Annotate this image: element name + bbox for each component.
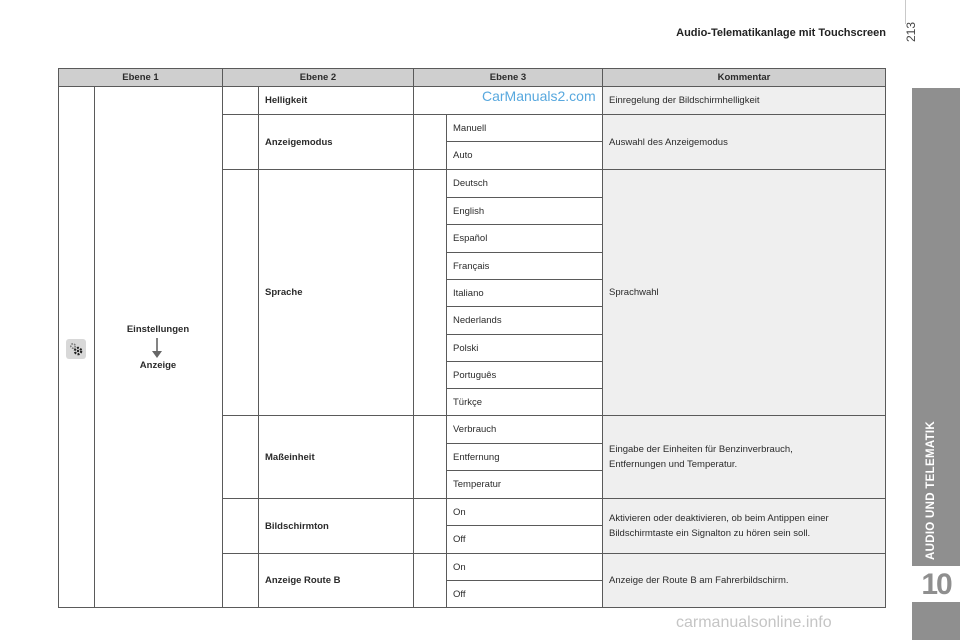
level2-route-b: Anzeige Route B: [259, 554, 414, 607]
comment-helligkeit: Einregelung der Bildschirmhelligkeit: [603, 87, 885, 115]
settings-gear-icon: [66, 339, 86, 359]
level2-indent: [223, 416, 259, 499]
option-auto: Auto: [447, 142, 603, 170]
option-language: Español: [447, 225, 603, 253]
option-language: Português: [447, 362, 603, 389]
option-language: Nederlands: [447, 307, 603, 335]
option-verbrauch: Verbrauch: [447, 416, 603, 444]
column-header-ebene2: Ebene 2: [223, 69, 414, 87]
level2-bildschirmton: Bildschirmton: [259, 499, 414, 554]
level2-indent: [223, 87, 259, 115]
settings-table: [58, 68, 886, 608]
comment-sprache: Sprachwahl: [603, 170, 885, 416]
page-header-title: Audio-Telematikanlage mit Touchscreen: [676, 27, 886, 39]
level2-sprache: Sprache: [259, 170, 414, 416]
column-header-ebene1: Ebene 1: [59, 69, 223, 87]
option-off: Off: [447, 581, 603, 607]
option-on: On: [447, 499, 603, 526]
option-off: Off: [447, 526, 603, 554]
comment-route-b: Anzeige der Route B am Fahrerbildschirm.: [603, 554, 885, 607]
level3-indent: [414, 416, 447, 499]
comment-bildschirmton: [603, 499, 885, 554]
watermark-carmanuals2: CarManuals2.com: [482, 88, 596, 104]
column-header-ebene3: Ebene 3: [414, 69, 603, 87]
level2-masseinheit: Maßeinheit: [259, 416, 414, 499]
option-manuell: Manuell: [447, 115, 603, 142]
option-language: English: [447, 198, 603, 225]
chapter-title: AUDIO UND TELEMATIK: [925, 420, 937, 560]
option-temperatur: Temperatur: [447, 471, 603, 499]
comment-line: Aktivieren oder deaktivieren, ob beim Antippen einer: [609, 513, 829, 524]
level1-anzeige: Anzeige: [139, 360, 177, 371]
option-on: On: [447, 554, 603, 581]
level1-einstellungen: Einstellungen: [126, 324, 190, 335]
comment-line: Bildschirmtaste ein Signalton zu hören sein soll.: [609, 528, 811, 539]
chapter-number: 10: [921, 568, 951, 601]
option-language: Polski: [447, 335, 603, 362]
comment-line: Eingabe der Einheiten für Benzinverbrauch,: [609, 444, 793, 455]
level2-helligkeit: Helligkeit: [259, 87, 414, 115]
option-language: Français: [447, 253, 603, 280]
page-number: 213: [904, 21, 918, 43]
level3-indent: [414, 499, 447, 554]
level3-indent: [414, 115, 447, 170]
level2-indent: [223, 499, 259, 554]
comment-masseinheit: [603, 416, 885, 499]
watermark-carmanualsonline: carmanualsonline.info: [676, 614, 832, 631]
level3-indent: [414, 554, 447, 607]
option-language: Deutsch: [447, 170, 603, 198]
comment-anzeigemodus: Auswahl des Anzeigemodus: [603, 115, 885, 170]
level2-anzeigemodus: Anzeigemodus: [259, 115, 414, 170]
comment-line: Entfernungen und Temperatur.: [609, 459, 738, 470]
option-entfernung: Entfernung: [447, 444, 603, 471]
option-language: Türkçe: [447, 389, 603, 416]
option-language: Italiano: [447, 280, 603, 307]
level3-indent: [414, 170, 447, 416]
level2-indent: [223, 170, 259, 416]
arrow-down-icon: [150, 338, 164, 360]
level2-indent: [223, 115, 259, 170]
level2-indent: [223, 554, 259, 607]
column-header-kommentar: Kommentar: [603, 69, 885, 87]
